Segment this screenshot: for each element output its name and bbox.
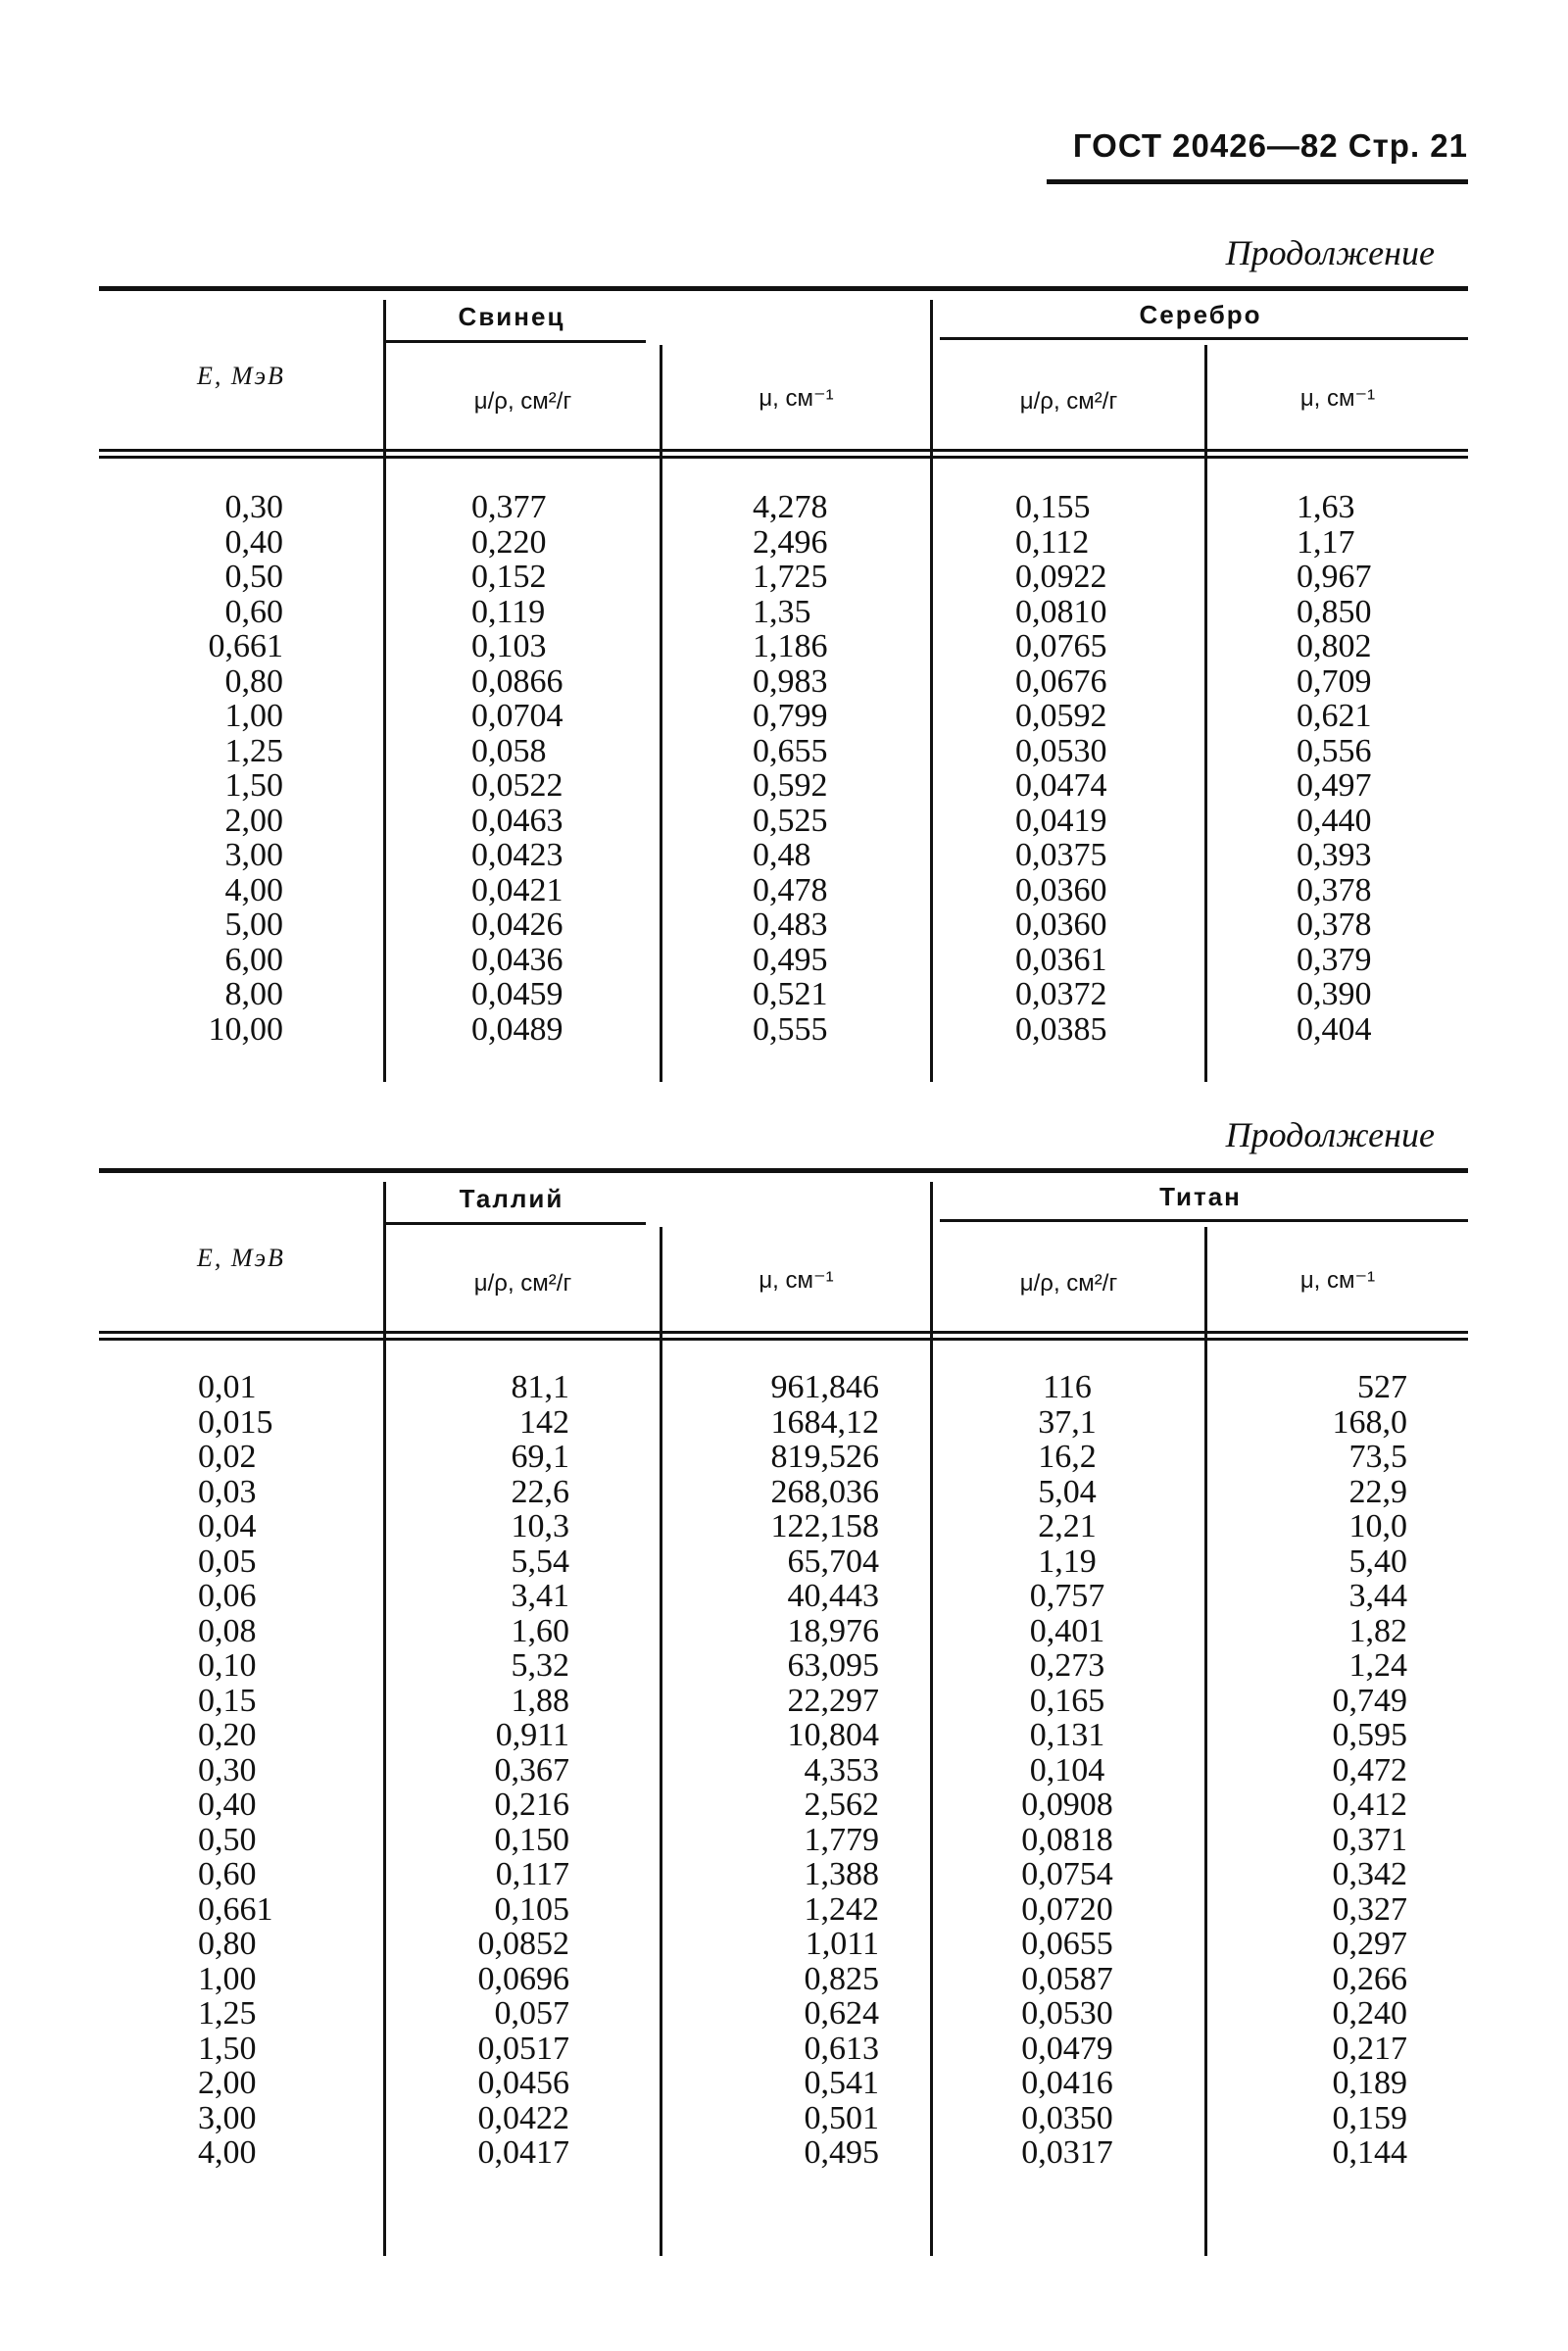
table-cell: 0,0517 (477, 2030, 569, 2067)
group-underline (383, 340, 646, 343)
table-cell: 0,655 (753, 732, 828, 769)
table-cell: 10,3 (511, 1508, 569, 1544)
header-bottom-rule (99, 1338, 1468, 1341)
table-cell: 0,297 (1332, 1926, 1407, 1962)
table-cell: 81,1 (511, 1369, 569, 1405)
table-cell: 0,595 (1332, 1717, 1407, 1753)
table-top-rule (99, 286, 1468, 291)
table-cell: 0,119 (471, 593, 546, 630)
table-cell: 116 (1043, 1369, 1092, 1405)
table-cell: 0,0592 (1015, 698, 1107, 734)
table-cell: 0,412 (1332, 1787, 1407, 1823)
table-cell: 0,189 (1332, 2065, 1407, 2101)
table-cell: 2,562 (804, 1787, 879, 1823)
table-cell: 0,0385 (1015, 1010, 1107, 1048)
table-cell: 0,0417 (477, 2134, 569, 2171)
table-cell: 0,057 (494, 1995, 569, 2032)
table-cell: 37,1 (1038, 1403, 1097, 1441)
lead-linear-column (753, 490, 828, 1047)
table-cell: 0,0372 (1015, 976, 1107, 1012)
table-cell: 5,40 (1348, 1543, 1407, 1580)
table-cell: 0,50 (224, 559, 283, 595)
linear-coefficient-header: μ, см⁻¹ (1299, 385, 1376, 412)
table-cell: 1,25 (224, 732, 283, 769)
table-cell: 16,2 (1038, 1439, 1097, 1475)
table-cell: 0,0852 (477, 1926, 569, 1962)
table-cell: 0,06 (198, 1578, 257, 1614)
table-cell: 0,0908 (1021, 1787, 1113, 1823)
group-underline (940, 337, 1468, 340)
table-cell: 0,521 (753, 976, 828, 1012)
table-cell: 0,266 (1332, 1960, 1407, 1997)
linear-coefficient-header: μ, см⁻¹ (759, 1267, 834, 1294)
table-cell: 0,155 (1015, 489, 1091, 525)
table-cell: 1,60 (511, 1612, 569, 1649)
table-cell: 527 (1357, 1369, 1407, 1405)
table-cell: 0,0426 (471, 906, 564, 943)
table-cell: 0,501 (804, 2099, 879, 2136)
attenuation-table-1 (99, 286, 1468, 1090)
table-cell: 142 (519, 1403, 569, 1441)
table-cell: 0,327 (1332, 1890, 1407, 1928)
table-cell: 0,60 (224, 593, 283, 630)
table-cell: 0,0676 (1015, 662, 1107, 700)
table-cell: 22,6 (511, 1473, 569, 1510)
header-rule (1047, 179, 1468, 184)
table-cell: 0,0361 (1015, 941, 1107, 978)
column-divider (1204, 1345, 1207, 2256)
table-cell: 6,00 (224, 941, 283, 978)
table-cell: 1,19 (1038, 1543, 1097, 1580)
table-cell: 0,799 (753, 698, 828, 734)
table-cell: 0,40 (198, 1787, 257, 1823)
table-cell: 0,0530 (1015, 732, 1107, 769)
table-cell: 2,00 (224, 802, 283, 839)
table-cell: 0,0375 (1015, 837, 1107, 873)
table-cell: 0,165 (1029, 1682, 1105, 1719)
column-divider (660, 463, 662, 1082)
table-cell: 0,30 (198, 1751, 257, 1788)
table-cell: 3,41 (511, 1578, 569, 1614)
table-cell: 4,278 (753, 489, 828, 525)
table-cell: 0,03 (198, 1473, 257, 1510)
table-cell: 5,00 (224, 906, 283, 943)
table-cell: 0,103 (471, 628, 547, 664)
table-cell: 0,0818 (1021, 1821, 1113, 1858)
table-cell: 268,036 (770, 1473, 879, 1510)
table-cell: 0,0474 (1015, 767, 1107, 804)
table-cell: 0,757 (1029, 1578, 1105, 1614)
table-cell: 10,00 (208, 1010, 283, 1048)
table-cell: 0,0489 (471, 1010, 564, 1048)
table-cell: 1,50 (224, 767, 283, 804)
table-cell: 0,379 (1297, 941, 1372, 978)
table-cell: 0,216 (494, 1787, 569, 1823)
energy-column (198, 1370, 273, 2171)
table-cell: 0,0421 (471, 871, 564, 908)
energy-column (99, 490, 283, 1047)
group-header-silver: Серебро (1139, 300, 1262, 329)
table-cell: 0,749 (1332, 1682, 1407, 1719)
header-bottom-rule (99, 1331, 1468, 1334)
table-cell: 0,367 (494, 1751, 569, 1788)
table-cell: 1,00 (224, 698, 283, 734)
table-cell: 0,0696 (477, 1960, 569, 1997)
group-header-titanium: Титан (1159, 1182, 1242, 1211)
thallium-mass-column (393, 1370, 569, 2171)
table-cell: 0,472 (1332, 1751, 1407, 1788)
table-cell: 0,0655 (1021, 1926, 1113, 1962)
table-cell: 0,150 (494, 1821, 569, 1858)
table-cell: 0,371 (1332, 1821, 1407, 1858)
group-header-thallium: Таллий (459, 1184, 564, 1213)
mass-coefficient-header: μ/ρ, см²/г (1019, 388, 1118, 415)
table-cell: 0,390 (1297, 976, 1372, 1012)
column-divider (930, 1345, 933, 2256)
energy-header: E, МэВ (197, 362, 285, 390)
table-cell: 1,25 (198, 1995, 257, 2032)
table-top-rule (99, 1168, 1468, 1173)
table-cell: 0,983 (753, 662, 828, 700)
table-cell: 0,01 (198, 1369, 257, 1405)
table-cell: 1,00 (198, 1960, 257, 1997)
table-cell: 0,0530 (1021, 1995, 1113, 2032)
table-cell: 1,82 (1348, 1612, 1407, 1649)
table-cell: 0,495 (804, 2134, 879, 2171)
table-cell: 0,80 (224, 662, 283, 700)
table-cell: 0,0922 (1015, 559, 1107, 595)
table-cell: 0,613 (804, 2030, 879, 2067)
table-cell: 0,04 (198, 1508, 257, 1544)
table-cell: 10,804 (787, 1717, 879, 1753)
table-cell: 0,159 (1332, 2099, 1407, 2136)
table-cell: 18,976 (787, 1612, 879, 1649)
table-cell: 3,44 (1348, 1578, 1407, 1614)
table-cell: 0,08 (198, 1612, 257, 1649)
table-cell: 0,541 (804, 2065, 879, 2101)
table-cell: 0,440 (1297, 802, 1372, 839)
table-cell: 0,105 (494, 1890, 569, 1928)
table-cell: 0,220 (471, 523, 547, 561)
table-cell: 0,0522 (471, 767, 564, 804)
table-cell: 0,0754 (1021, 1856, 1113, 1892)
table-cell: 0,0423 (471, 837, 564, 873)
table-cell: 1,17 (1297, 523, 1355, 561)
table-cell: 0,911 (495, 1717, 569, 1753)
table-cell: 0,0350 (1021, 2099, 1113, 2136)
mass-coefficient-header: μ/ρ, см²/г (473, 1270, 572, 1297)
table-cell: 0,401 (1029, 1612, 1105, 1649)
lead-mass-column (471, 490, 564, 1047)
table-cell: 0,0456 (477, 2065, 569, 2101)
table-cell: 0,131 (1029, 1717, 1105, 1753)
table-cell: 0,02 (198, 1439, 257, 1475)
mass-coefficient-header: μ/ρ, см²/г (473, 388, 572, 415)
table-cell: 0,555 (753, 1010, 828, 1048)
table-cell: 0,217 (1332, 2030, 1407, 2067)
column-divider (660, 1345, 662, 2256)
table-cell: 0,0360 (1015, 871, 1107, 908)
table-cell: 1,24 (1348, 1647, 1407, 1684)
table-cell: 0,0765 (1015, 628, 1107, 664)
table-cell: 0,525 (753, 802, 828, 839)
table-cell: 0,15 (198, 1682, 257, 1719)
table-cell: 819,526 (770, 1439, 879, 1475)
table-cell: 0,117 (495, 1856, 569, 1892)
table-cell: 961,846 (770, 1369, 879, 1405)
table-cell: 0,0436 (471, 941, 564, 978)
table-cell: 2,496 (753, 523, 828, 561)
table-cell: 0,48 (753, 837, 811, 873)
thallium-linear-column (667, 1370, 879, 2171)
column-divider (1204, 463, 1207, 1082)
table-cell: 0,0463 (471, 802, 564, 839)
table-cell: 0,240 (1332, 1995, 1407, 2032)
page-header: ГОСТ 20426—82 Стр. 21 (1072, 127, 1468, 164)
silver-mass-column (1015, 490, 1107, 1047)
continuation-label-2: Продолжение (1225, 1115, 1435, 1154)
header-bottom-rule (99, 456, 1468, 459)
mass-coefficient-header: μ/ρ, см²/г (1019, 1270, 1118, 1297)
table-cell: 0,60 (198, 1856, 257, 1892)
table-cell: 0,661 (198, 1890, 273, 1928)
group-underline (383, 1222, 646, 1225)
table-cell: 0,30 (224, 489, 283, 525)
table-cell: 0,404 (1297, 1010, 1372, 1048)
table-cell: 0,850 (1297, 593, 1372, 630)
table-cell: 0,0479 (1021, 2030, 1113, 2067)
table-cell: 0,20 (198, 1717, 257, 1753)
table-cell: 0,50 (198, 1821, 257, 1858)
table-cell: 1,725 (753, 559, 828, 595)
table-cell: 1684,12 (770, 1403, 879, 1441)
linear-coefficient-header: μ, см⁻¹ (759, 385, 834, 412)
table-cell: 0,592 (753, 767, 828, 804)
table-cell: 0,152 (471, 559, 547, 595)
table-cell: 0,0317 (1021, 2134, 1113, 2171)
table-cell: 0,377 (471, 489, 547, 525)
table-cell: 0,104 (1029, 1751, 1105, 1788)
group-header-lead: Свинец (458, 302, 565, 331)
table-cell: 1,779 (804, 1821, 879, 1858)
table-cell: 0,0866 (471, 662, 564, 700)
table-cell: 2,00 (198, 2065, 257, 2101)
table-cell: 10,0 (1348, 1508, 1407, 1544)
table-cell: 0,967 (1297, 559, 1372, 595)
table-cell: 0,497 (1297, 767, 1372, 804)
table-cell: 40,443 (787, 1578, 879, 1614)
titanium-mass-column (942, 1370, 1193, 2171)
table-cell: 0,10 (198, 1647, 257, 1684)
table-cell: 0,0422 (477, 2099, 569, 2136)
table-cell: 0,40 (224, 523, 283, 561)
table-cell: 0,825 (804, 1960, 879, 1997)
table-cell: 1,50 (198, 2030, 257, 2067)
table-cell: 22,9 (1348, 1473, 1407, 1510)
table-cell: 5,54 (511, 1543, 569, 1580)
table-cell: 0,478 (753, 871, 828, 908)
table-cell: 0,015 (198, 1403, 273, 1441)
table-cell: 0,342 (1332, 1856, 1407, 1892)
table-cell: 3,00 (198, 2099, 257, 2136)
header-bottom-rule (99, 449, 1468, 452)
table-cell: 0,0810 (1015, 593, 1107, 630)
column-divider (930, 463, 933, 1082)
table-cell: 0,661 (208, 628, 283, 664)
table-cell: 0,05 (198, 1543, 257, 1580)
table-cell: 63,095 (787, 1647, 879, 1684)
continuation-label-1: Продолжение (1225, 233, 1435, 272)
column-divider (383, 463, 386, 1082)
table-cell: 4,00 (224, 871, 283, 908)
table-cell: 0,378 (1297, 906, 1372, 943)
table-cell: 168,0 (1332, 1403, 1407, 1441)
table-cell: 122,158 (770, 1508, 879, 1544)
table-cell: 1,35 (753, 593, 811, 630)
table-cell: 0,0720 (1021, 1890, 1113, 1928)
table-cell: 0,556 (1297, 732, 1372, 769)
table-cell: 65,704 (787, 1543, 879, 1580)
table-cell: 2,21 (1038, 1508, 1097, 1544)
table-cell: 1,63 (1297, 489, 1355, 525)
table-cell: 0,621 (1297, 698, 1372, 734)
table-cell: 0,802 (1297, 628, 1372, 664)
table-cell: 0,393 (1297, 837, 1372, 873)
attenuation-table-2 (99, 1168, 1468, 2278)
linear-coefficient-header: μ, см⁻¹ (1299, 1267, 1376, 1294)
table-cell: 73,5 (1348, 1439, 1407, 1475)
table-cell: 0,495 (753, 941, 828, 978)
table-cell: 0,0419 (1015, 802, 1107, 839)
table-cell: 0,0459 (471, 976, 564, 1012)
table-cell: 3,00 (224, 837, 283, 873)
silver-linear-column (1297, 490, 1372, 1047)
table-cell: 8,00 (224, 976, 283, 1012)
table-cell: 0,80 (198, 1926, 257, 1962)
table-cell: 0,273 (1029, 1647, 1105, 1684)
table-cell: 0,144 (1332, 2134, 1407, 2171)
table-cell: 69,1 (511, 1439, 569, 1475)
table-cell: 0,0416 (1021, 2065, 1113, 2101)
table-cell: 4,00 (198, 2134, 257, 2171)
table-cell: 0,709 (1297, 662, 1372, 700)
table-cell: 1,388 (804, 1856, 879, 1892)
table-cell: 0,624 (804, 1995, 879, 2032)
energy-header: E, МэВ (197, 1244, 285, 1272)
table-cell: 1,186 (753, 628, 828, 664)
table-cell: 0,0587 (1021, 1960, 1113, 1997)
table-cell: 0,058 (471, 732, 547, 769)
table-cell: 5,32 (511, 1647, 569, 1684)
table-cell: 22,297 (787, 1682, 879, 1719)
table-cell: 1,011 (805, 1926, 879, 1962)
table-cell: 0,0704 (471, 698, 564, 734)
table-cell: 0,378 (1297, 871, 1372, 908)
table-cell: 5,04 (1038, 1473, 1097, 1510)
table-cell: 1,242 (804, 1890, 879, 1928)
titanium-linear-column (1221, 1370, 1407, 2171)
table-cell: 4,353 (804, 1751, 879, 1788)
column-divider (383, 1345, 386, 2256)
table-cell: 0,112 (1015, 523, 1090, 561)
table-cell: 1,88 (511, 1682, 569, 1719)
group-underline (940, 1219, 1468, 1222)
table-cell: 0,483 (753, 906, 828, 943)
table-cell: 0,0360 (1015, 906, 1107, 943)
